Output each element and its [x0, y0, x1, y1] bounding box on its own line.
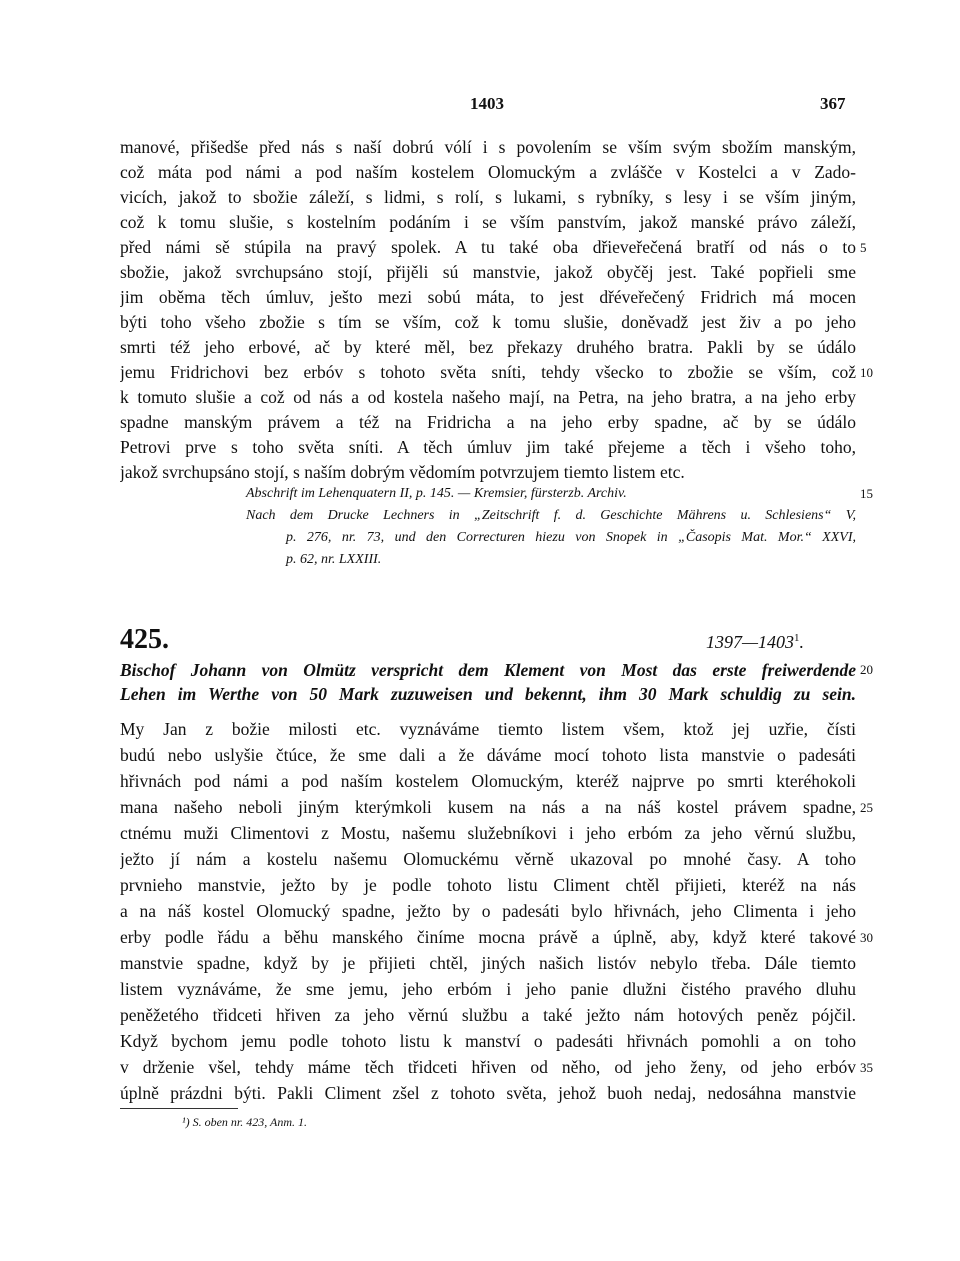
text-line: sbožie, jakož svrchupsáno stojí, přijěli sú manstvie, jakož obyčěj jest. Také popřieli sme [120, 262, 856, 282]
text-line: budú nebo uslyšie čtúce, že sme dali a že dáváme mocí tohoto lista manstvie o padesáti [120, 745, 856, 765]
document-date-range: 1397—1403 [706, 632, 795, 652]
text-line: smrti též jeho erbové, ač by které měl, bez překazy druhého bratra. Pakli by se údálo [120, 337, 856, 357]
text-line: úplně prázdni býti. Pakli Climent zšel z tohoto světa, jehož buoh nedaj, nedosáhna manstvie [120, 1083, 856, 1103]
text-line: býti toho všeho zbožie s tím se vším, což k tomu slušie, doněvadž jest živ a po jeho [120, 312, 856, 332]
line-number: 35 [860, 1060, 873, 1075]
text-line: My Jan z božie milosti etc. vyznáváme tiemto listem všem, ktož jej uzřie, čísti [120, 719, 856, 739]
text-line: ctnému muži Climentovi z Mostu, našemu služebníkovi i jeho erbóm za jeho věrnú službu, [120, 823, 856, 843]
line-number: 30 [860, 930, 873, 945]
regest-line: Lehen im Werthe von 50 Mark zuzuweisen und bekennt, ihm 30 Mark schuldig zu sein. [120, 684, 856, 704]
source-line: p. 276, nr. 73, und den Correcturen hiezu von Snopek in „Časopis Mat. Mor.“ XXVI, [286, 530, 856, 545]
text-line: před námi sě stúpila na pravý spolek. A tu také oba dřieveřečená bratří od nás o to [120, 237, 856, 257]
footnote-rule [120, 1108, 238, 1109]
text-line: jakož svrchupsáno stojí, s naším dobrým vědomím potvrzujem tiemto listem etc. [120, 462, 685, 482]
text-line: jemu Fridrichovi bez erbóv s tohoto světa sníti, tehdy všecko to zbožie se vším, což [120, 362, 856, 382]
line-number: 10 [860, 365, 873, 380]
text-line: hřivnách pod námi a pod naším kostelem Olomuckým, kteréž najprve po smrti kteréhokoli [120, 771, 856, 791]
text-line: erby podle řádu a běhu manského činíme mocna právě a úplně, aby, když které takové [120, 927, 856, 947]
text-line: Petrovi prve s toho světa sníti. A těch úmluv jim také přejeme a těch i všeho toho, [120, 437, 856, 457]
footnote: ¹) S. oben nr. 423, Anm. 1. [182, 1115, 308, 1129]
text-line: manstvie spadne, když by je přijieti chtěl, jiných našich listóv nebylo třeba. Dále tiemto [120, 953, 856, 973]
line-number: 15 [860, 486, 873, 501]
regest-line: Bischof Johann von Olmütz verspricht dem Klement von Most das erste freiwerdende [120, 660, 856, 680]
source-line: p. 62, nr. LXXIII. [286, 552, 382, 567]
text-line: v drženie všel, tehdy máme těch třidceti hřiven od něho, od jeho ženy, od jeho erbóv [120, 1057, 856, 1077]
line-number: 20 [860, 662, 873, 677]
text-line: jim oběma těch úmluv, ješto mezi sobú máta, to jest dřéveřečený Fridrich má mocen [120, 287, 856, 307]
page-number: 367 [820, 94, 846, 113]
document-number: 425. [120, 624, 169, 655]
line-number: 5 [860, 240, 867, 255]
text-line: což k tomu slušie, s kostelním podáním i se vším panstvím, jakož manské právo záleží, [120, 212, 856, 232]
text-line: manové, přišedše před nás s naší dobrú vólí i s povolením se vším svým sbožím manským, [120, 137, 856, 157]
running-year: 1403 [470, 94, 504, 113]
text-line: peněžetého třidceti hřiven za jeho věrnú službu a také ježto nám hotových peněz pójčil. [120, 1005, 856, 1025]
text-line: mana našeho neboli jiným kterýmkoli kusem na nás a na náš kostel právem spadne, [120, 797, 856, 817]
source-line: Nach dem Drucke Lechners in „Zeitschrift f. d. Geschichte Mährens u. Schlesiens“ V, [246, 508, 856, 523]
line-number: 25 [860, 800, 873, 815]
text-line: a na náš kostel Olomucký spadne, ježto by o padesáti bylo hřivnách, jeho Climenta i jeho [120, 901, 856, 921]
text-line: vicích, jakož to sbožie záleží, s lidmi, s rolí, s lukami, s rybníky, s lesy i se vším jiným, [120, 187, 856, 207]
text-line: k tomuto slušie a což od nás a od kostela našeho mají, na Petra, na jeho bratra, a na jeho erby [120, 387, 856, 407]
text-line: prvnieho manstvie, ježto by je podle tohoto listu Climent chtěl přijieti, kteréž na nás [120, 875, 856, 895]
text-line: spadne manským právem a též na Fridricha a na jeho erby spadne, ač by se údálo [120, 412, 856, 432]
source-line: Abschrift im Lehenquatern II, p. 145. — Kremsier, fürsterzb. Archiv. [246, 486, 627, 501]
document-date: 1397—1403$^1$. [706, 632, 805, 652]
footnote-marker: 1 [794, 632, 800, 644]
text-line: listem vyznáváme, že sme jemu, jeho erbóm i jeho panie dlužni čistého pravého dluhu [120, 979, 856, 999]
text-line: ježto jí nám a kostelu našemu Olomuckému věrně ukazoval po mnohé časy. A toho [120, 849, 856, 869]
text-line: což máta pod námi a pod naším kostelem Olomuckým a zvlášče v Kostelci a v Zado- [120, 162, 856, 182]
text-line: Když bychom jemu podle tohoto listu k manství o padesáti hřivnách pomohli a on toho [120, 1031, 856, 1051]
